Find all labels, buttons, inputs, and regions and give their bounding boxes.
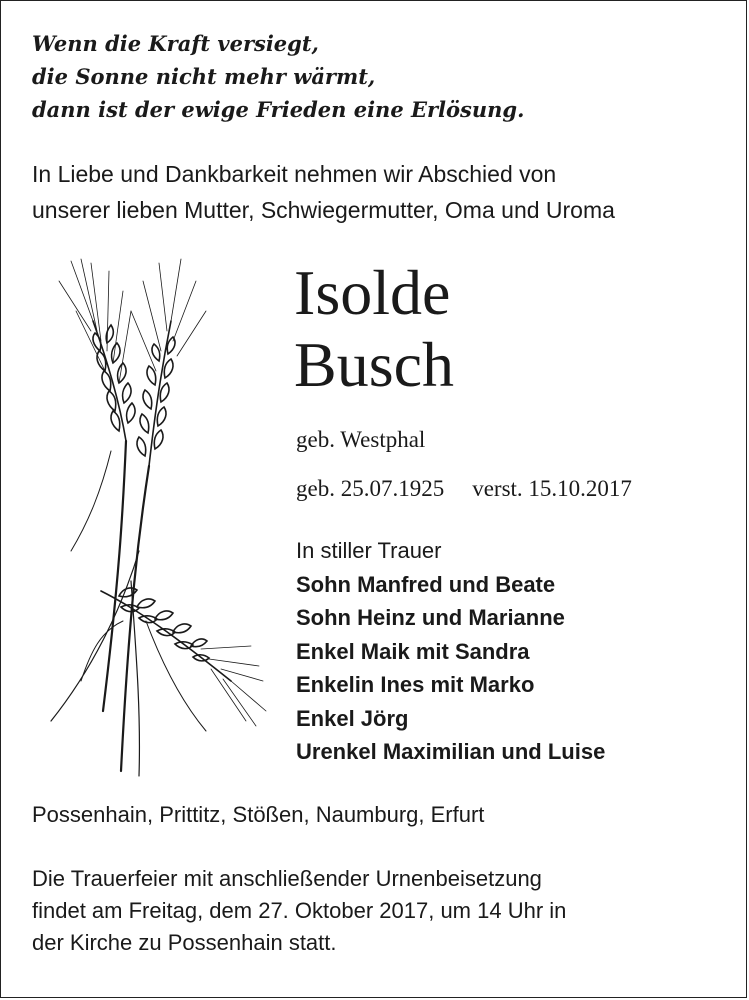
ceremony-line: der Kirche zu Possenhain statt. (32, 930, 337, 955)
birth-date: geb. 25.07.1925 (296, 476, 445, 501)
mourners-lead: In stiller Trauer (296, 538, 442, 563)
mourner-entry: Enkel Jörg (296, 705, 409, 731)
intro-text (32, 156, 732, 228)
first-name: Isolde (294, 257, 451, 328)
poem-line: die Sonne nicht mehr wärmt, (32, 64, 376, 89)
intro-line: In Liebe und Dankbarkeit nehmen wir Abschied von (32, 161, 557, 187)
life-dates (296, 474, 632, 504)
poem-line: Wenn die Kraft versiegt, (32, 31, 319, 56)
intro-line: unserer lieben Mutter, Schwiegermutter, Oma und Uroma (32, 197, 615, 223)
birth-name: geb. Westphal (296, 427, 426, 452)
mourner-entry: Sohn Heinz und Marianne (296, 605, 565, 630)
places: Possenhain, Prittitz, Stößen, Naumburg, Erfurt (32, 802, 485, 827)
deceased-name (294, 257, 454, 401)
death-date: verst. 15.10.2017 (472, 476, 632, 501)
mourner-entry: Enkel Maik mit Sandra (296, 638, 530, 664)
mourner-entry: Sohn Manfred und Beate (296, 571, 556, 597)
mourners-list (296, 534, 736, 769)
wheat-ears-icon (31, 251, 271, 781)
poem-line: dann ist der ewige Frieden eine Erlösung. (32, 97, 525, 122)
last-name: Busch (294, 329, 454, 400)
mourner-entry: Urenkel Maximilian und Luise (296, 739, 606, 764)
mourner-entry: Enkelin Ines mit Marko (296, 672, 535, 697)
ceremony-info (32, 863, 732, 959)
ceremony-line: findet am Freitag, dem 27. Oktober 2017, um 14 Uhr in (32, 898, 567, 923)
poem (32, 27, 712, 126)
ceremony-line: Die Trauerfeier mit anschließender Urnenbeisetzung (32, 866, 542, 891)
